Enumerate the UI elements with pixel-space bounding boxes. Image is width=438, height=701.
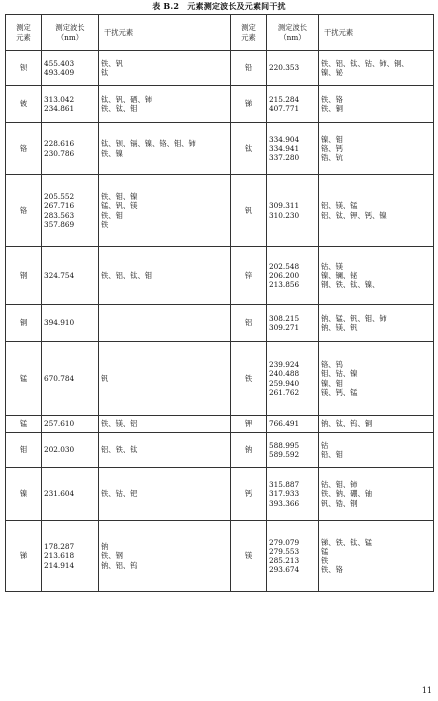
interference-value: 铁、钠、硼、铀 (321, 489, 373, 499)
wavelength-value: 293.674 (269, 565, 300, 575)
element-cell: 铝 (231, 305, 267, 342)
interference-value: 铁、钛、钼 (101, 104, 138, 113)
interference-value: 钠、锰、钒、钼、铈 (321, 313, 387, 323)
page-number: 11 (421, 686, 432, 695)
table-row (6, 123, 434, 175)
element-cell: 钠 (231, 433, 267, 468)
wavelength-cell (267, 86, 319, 123)
table-row (6, 521, 434, 592)
wavelength-value: 310.230 (269, 210, 300, 220)
wavelength-value: 283.563 (44, 210, 75, 220)
interference-cell (99, 247, 231, 305)
wavelength-value: 324.754 (44, 270, 75, 280)
element-cell: 铜 (6, 305, 42, 342)
wavelength-cell (42, 123, 99, 175)
table-row (6, 51, 434, 86)
interference-value: 铁、钴、钯 (101, 489, 138, 499)
element-wavelength-table (5, 14, 434, 592)
wavelength-value: 357.869 (44, 219, 75, 229)
wavelength-value: 309.311 (269, 201, 300, 211)
wavelength-value: 315.887 (269, 480, 300, 490)
table-row (6, 416, 434, 433)
element-cell: 钒 (231, 175, 267, 247)
interference-value: 铝、镁、锰 (321, 201, 358, 211)
wavelength-cell (42, 175, 99, 247)
interference-value: 铁、钒 (101, 58, 123, 68)
wavelength-value: 766.491 (269, 419, 300, 429)
wavelength-value: 230.786 (44, 148, 75, 158)
element-cell: 锰 (6, 342, 42, 416)
interference-cell (319, 416, 434, 433)
wavelength-value: 670.784 (44, 373, 75, 383)
element-cell: 镍 (6, 468, 42, 521)
interference-value: 铝、钛、钾、钙、镍 (321, 210, 387, 220)
wavelength-value: 334.904 (269, 134, 300, 144)
wavelength-cell (42, 305, 99, 342)
element-cell: 锑 (6, 521, 42, 592)
wavelength-cell (42, 342, 99, 416)
wavelength-value: 317.933 (269, 489, 300, 499)
interference-value: 铬、钨 (321, 360, 343, 370)
wavelength-value: 214.914 (44, 560, 75, 570)
interference-value: 铁、钢 (101, 551, 123, 561)
wavelength-cell (42, 247, 99, 305)
wavelength-value: 231.604 (44, 489, 75, 499)
wavelength-cell (42, 86, 99, 123)
element-cell: 铁 (231, 342, 267, 416)
element-cell: 钛 (231, 123, 267, 175)
interference-cell (99, 123, 231, 175)
element-cell: 铅 (231, 51, 267, 86)
header-interference: 干扰元素 (319, 15, 434, 51)
wavelength-cell (267, 51, 319, 86)
table-row (6, 468, 434, 521)
interference-value: 铝、铁、钛 (101, 445, 138, 455)
interference-value: 铁、铬 (321, 565, 343, 575)
table-row (6, 305, 434, 342)
interference-value: 钢、铁、钛、镍、 (321, 280, 380, 290)
wavelength-value: 215.284 (269, 94, 300, 104)
interference-value: 铬、钙 (321, 143, 343, 153)
table-row (6, 175, 434, 247)
element-cell: 钢 (6, 247, 42, 305)
wavelength-value: 267.716 (44, 201, 75, 211)
wavelength-value: 309.271 (269, 323, 300, 332)
interference-cell (319, 247, 434, 305)
interference-cell (99, 86, 231, 123)
interference-cell (99, 51, 231, 86)
wavelength-cell (267, 416, 319, 433)
wavelength-cell (267, 468, 319, 521)
interference-value: 钛、钒、硒、铈 (101, 94, 153, 104)
wavelength-cell (267, 247, 319, 305)
interference-value: 镍、铋 (321, 68, 343, 77)
interference-cell (99, 416, 231, 433)
interference-value: 钒 (101, 373, 109, 383)
wavelength-value: 394.910 (44, 318, 75, 328)
interference-value: 钠、镁、钒 (321, 323, 358, 332)
element-cell: 铬 (6, 175, 42, 247)
interference-value: 钠、铝、钨 (101, 560, 138, 570)
wavelength-cell (42, 51, 99, 86)
wavelength-cell (42, 433, 99, 468)
element-cell: 铬 (6, 123, 42, 175)
wavelength-value: 228.616 (44, 139, 75, 149)
table-row (6, 247, 434, 305)
interference-value: 铁、镍 (101, 148, 123, 158)
interference-cell (99, 305, 231, 342)
header-element: 测定 元素 (6, 15, 42, 51)
wavelength-value: 257.610 (44, 419, 75, 429)
interference-value: 镍、钼 (321, 378, 343, 388)
wavelength-value: 220.353 (269, 63, 300, 73)
wavelength-value: 493.409 (44, 68, 75, 77)
wavelength-value: 313.042 (44, 94, 75, 104)
wavelength-value: 206.200 (269, 270, 300, 280)
interference-cell (99, 433, 231, 468)
interference-value: 铁、铬 (321, 94, 343, 104)
interference-cell (99, 521, 231, 592)
element-cell: 镁 (231, 521, 267, 592)
wavelength-value: 393.366 (269, 498, 300, 508)
wavelength-cell (42, 521, 99, 592)
interference-cell (319, 175, 434, 247)
wavelength-value: 588.995 (269, 440, 300, 450)
interference-value: 钼、钴、镍 (321, 369, 358, 379)
interference-value: 铁 (321, 556, 329, 565)
interference-cell (319, 521, 434, 592)
wavelength-cell (267, 123, 319, 175)
wavelength-cell (42, 416, 99, 433)
wavelength-value: 213.856 (269, 280, 300, 290)
interference-cell (319, 51, 434, 86)
wavelength-cell (267, 342, 319, 416)
interference-value: 钠、钛、钨、铜 (321, 419, 373, 429)
element-cell: 锰 (6, 416, 42, 433)
interference-value: 镍、钼 (321, 134, 343, 144)
interference-cell (319, 123, 434, 175)
interference-cell (99, 175, 231, 247)
interference-cell (319, 305, 434, 342)
wavelength-value: 334.941 (269, 143, 300, 153)
wavelength-value: 213.618 (44, 551, 75, 561)
element-cell: 钙 (231, 468, 267, 521)
header-row (6, 15, 434, 51)
wavelength-value: 240.488 (269, 369, 300, 379)
wavelength-cell (267, 521, 319, 592)
table-row (6, 342, 434, 416)
interference-cell (319, 433, 434, 468)
interference-value: 钒、锆、钢 (321, 498, 358, 508)
interference-value: 铁、镁、铝 (101, 419, 138, 429)
wavelength-value: 407.771 (269, 104, 300, 113)
wavelength-cell (267, 305, 319, 342)
interference-value: 铁、钼 (101, 210, 123, 220)
interference-value: 钴、镁 (321, 261, 343, 271)
header-element: 测定 元素 (231, 15, 267, 51)
interference-value: 锆、钪 (321, 153, 343, 163)
interference-value: 铁 (101, 219, 109, 229)
header-wavelength: 测定波长 （nm） (267, 15, 319, 51)
interference-value: 铅、钼 (321, 450, 343, 459)
interference-value: 钴、钼、铈 (321, 480, 358, 490)
interference-cell (99, 342, 231, 416)
wavelength-cell (267, 175, 319, 247)
element-cell: 钼 (6, 433, 42, 468)
element-cell: 锌 (231, 247, 267, 305)
table-row (6, 433, 434, 468)
interference-cell (99, 468, 231, 521)
interference-value: 钛 (101, 68, 109, 77)
wavelength-value: 259.940 (269, 378, 300, 388)
element-cell: 锑 (231, 86, 267, 123)
element-cell: 钾 (231, 416, 267, 433)
wavelength-value: 308.215 (269, 313, 300, 323)
interference-cell (319, 86, 434, 123)
wavelength-value: 178.287 (44, 542, 75, 552)
wavelength-value: 234.861 (44, 104, 75, 113)
interference-value: 镁、钙、锰 (321, 387, 358, 397)
wavelength-value: 202.548 (269, 261, 300, 271)
wavelength-value: 285.213 (269, 556, 300, 565)
wavelength-value: 202.030 (44, 445, 75, 455)
interference-value: 钠 (101, 542, 109, 552)
interference-value: 锰 (321, 546, 329, 556)
wavelength-value: 455.403 (44, 58, 75, 68)
element-cell: 钡 (6, 51, 42, 86)
interference-value: 铁、铝、钛、钼 (101, 270, 153, 280)
wavelength-cell (42, 468, 99, 521)
interference-value: 镍、镧、铋 (321, 270, 358, 280)
interference-value: 锑、铁、钛、锰 (321, 537, 373, 547)
table-row (6, 86, 434, 123)
wavelength-cell (267, 433, 319, 468)
wavelength-value: 279.553 (269, 546, 300, 556)
interference-value: 锰、钒、镁 (101, 201, 138, 211)
interference-value: 铁、钼、镍 (101, 192, 138, 202)
interference-cell (319, 342, 434, 416)
header-wavelength: 测定波长 （nm） (42, 15, 99, 51)
wavelength-value: 337.280 (269, 153, 300, 163)
wavelength-value: 589.592 (269, 450, 300, 459)
header-interference: 干扰元素 (99, 15, 231, 51)
interference-value: 铁、铝、钛、钴、铈、铜、 (321, 58, 409, 68)
interference-value: 铁、铜 (321, 104, 343, 113)
wavelength-value: 261.762 (269, 387, 300, 397)
interference-value: 钛、钡、镉、镍、铬、钼、铈 (101, 139, 196, 149)
table-title: 表 B.2 元素测定波长及元素间干扰 (152, 1, 286, 11)
interference-value: 钴 (321, 440, 329, 450)
wavelength-value: 279.079 (269, 537, 300, 547)
wavelength-value: 205.552 (44, 192, 75, 202)
element-cell: 铍 (6, 86, 42, 123)
wavelength-value: 239.924 (269, 360, 300, 370)
interference-cell (319, 468, 434, 521)
